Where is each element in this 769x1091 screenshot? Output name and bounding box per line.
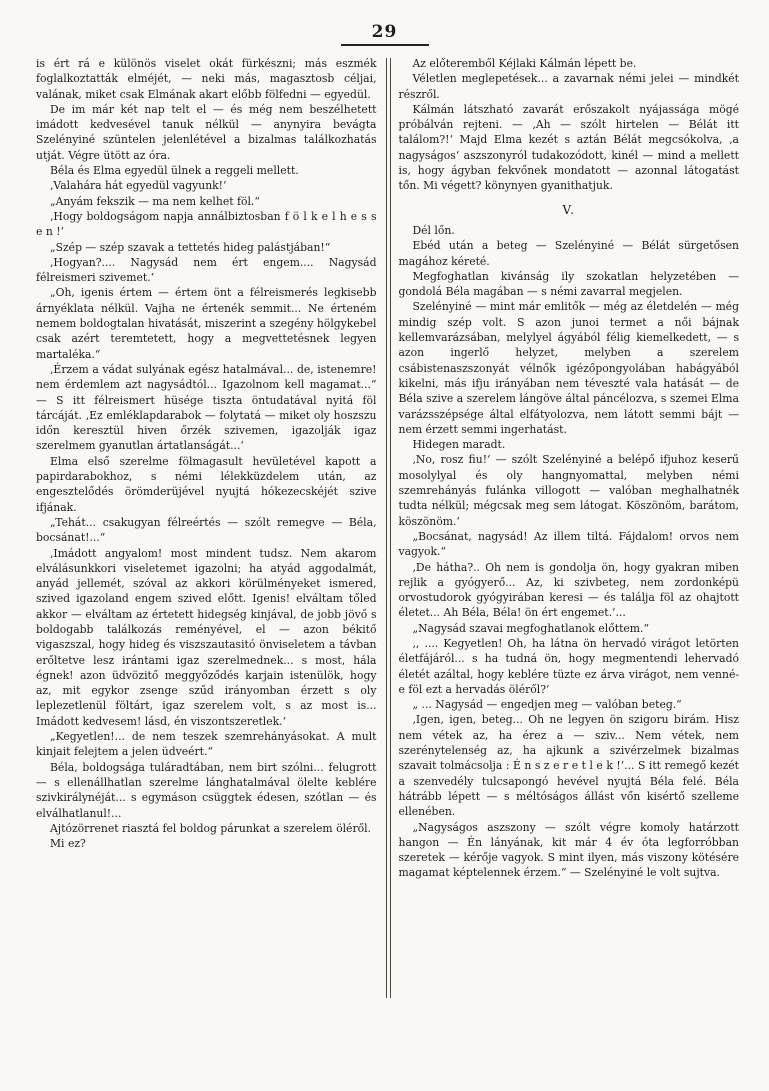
paragraph: „Anyám fekszik — ma nem kelhet föl.“ [50,194,260,208]
paragraph: Megfoghatlan kivánság ily szokatlan helyzetében — gondolá Béla magában — s némi zavarral megjelen. [398,269,739,299]
page-number: 29 [371,22,398,42]
paragraph: Ebéd után a beteg — Szelényiné — Bélát sürgetősen magához kéreté. [398,239,739,268]
paragraph: Béla és Elma egyedül ülnek a reggeli mellett. [50,164,299,178]
paragraph: „Bocsánat, nagysád! Az illem tiltá. Fájdalom! orvos nem vagyok.“ [398,529,739,559]
paragraph: Kálmán látszható zavarát erőszakolt nyájassága mögé próbálván rejteni. — ‚Ah — szólt hirtelen — Bélát itt találom?!‘ Majd Elma kezét s aztán Bélát megcsókolva, ‚a nagyságos‘ aszszonyról tudakozódott, kinél — mind a mellett is, hogy ágyban fekvőnek mondatott — azonnal látogatást tőn. Mi végett? könynyen gyanithatjuk. [398,102,739,193]
paragraph: ‚De hátha?.. Oh nem is gondolja ön, hogy gyakran miben rejlik a gyógyerő... Az, ki szivbeteg, nem zordonképü orvostudorok gyógyirában keresi — és találja föl az ohajtott életet... Ah Béla, Béla! ön ért engemet.‘... [398,560,739,620]
paragraph: ‚Hogy boldogságom napja annálbiztosban f ö l k e l h e s s e n !‘ [36,209,377,239]
paragraph: ‚Imádott angyalom! most mindent tudsz. Nem akarom elválásunkkori viseletemet igazolni; ha atyád aggodalmát, anyád jellemét, szóval az akkori körülményeket ismered, szived igazoland engem szived előtt. Igenis! elváltam tőled akkor — elváltam az értetett hidegség kinjával, de jobb jövő s boldogabb találkozás reményével, el — azon békitő vigaszszal, hogy hideg és viszszautasitó önviseletem a távban erőltetve lesz irántami igaz szerelmednek... s most, hála égnek! azon üdvözitő meggyőződés karjain istenülök, hogy az, mit egykor zsenge szűd irányomban érzett s oly leplezetlenül föltárt, igaz szerelem volt, s az most is... Imádott kedvesem! lásd, én viszontszeretlek.‘ [36,546,377,728]
paragraph: ‚Érzem a vádat sulyának egész hatalmával... de, istenemre! nem érdemlem azt nagysádtól... Igazolnom kell magamat...“ — S itt félreismert hüsége tiszta öntudatával nyitá föl tárcáját. ‚Ez emléklapdarabok — folytatá — miket oly hoszszu időn keresztül hiven őrzék szivemen, igazolják igaz szerelmem gyanutlan ártatlanságát...‘ [36,362,377,453]
paragraph: Az előteremből Kéjlaki Kálmán lépett be. [412,57,637,70]
paragraph: „ ... Nagysád — engedjen meg — valóban beteg.“ [412,698,682,712]
paragraph: Véletlen meglepetések... a zavarnak némi jelei — mindkét részről. [398,72,739,101]
paragraph: De im már két nap telt el — és még nem beszélhetett imádott kedvesével tanuk nélkül — anynyira bevágta Szelényiné szüntelen jelenlétével a bizalmas találkozhatás utját. Végre ütött az óra. [36,102,377,162]
column-divider [386,58,391,998]
paragraph: is ért rá e különös viselet okát fürkészni; más eszmék foglalkoztatták elméjét, — neki más, magasztosb céljai, valának, miket csak Elmának akart előbb fölfedni — egyedül. [36,57,377,101]
paragraph: „Oh, igenis értem — értem önt a félreismerés legkisebb árnyéklata nélkül. Vajha ne értenék semmit... Ne érteném nemem boldogtalan hivatását, miszerint a szegény hölgykebel csak azért teremtetett, hogy a megvettetésnek legyen martaléka.“ [36,286,377,361]
paragraph: Szelényiné — mint már emlitők — még az életdelén — még mindig szép volt. S azon junoi termet a női bájnak kellemvarázsában, melylyel ágyából félig kiemelkedett, — s azon ingerlő helyzet, melyben a szerelem csábistenaszszonyát vélnők igézőpongyolában habágyából kikelni, más ifju irányában nem téveszté vala hatását — de Béla szive a szerelem lángöve által páncélozva, s szemei Elma varázsszépsége által elfátyolozva, nem látott semmi bájt — nem érzett semmi ingerhatást. [398,300,739,436]
page-content [0,46,769,998]
paragraph: Béla, boldogsága tuláradtában, nem birt szólni... felugrott — s ellenállhatlan szerelme lánghatalmával ölelte keblére szivkirálynéját... s egymáson csüggtek édesen, szótlan — és elválhatlanul!... [36,760,377,820]
paragraph: Mi ez? [50,837,86,851]
page-header [0,0,769,46]
paragraph: Hidegen maradt. [412,438,506,452]
right-column [399,56,740,998]
paragraph: Ajtózörrenet riasztá fel boldog párunkat a szerelem öléről. [50,821,371,835]
section-heading: V. [562,202,575,217]
left-column [36,56,377,998]
paragraph: Elma első szerelme fölmagasult hevületével kapott a papirdarabokhoz, s némi lélekküzdelem után, az engesztelődés örömderüjével nyujtá hókezecskéjét szive ifjának. [36,454,377,514]
paragraph: „Nagysád szavai megfoghatlanok előttem.“ [412,621,649,635]
paragraph: „Szép — szép szavak a tettetés hideg palástjában!“ [50,240,331,254]
paragraph: „Nagyságos aszszony — szólt végre komoly határzott hangon — Én lányának, kit már 4 év óta legforróbban szeretek — kérője vagyok. S mint ilyen, más viszony kötésére magamat képtelennek érzem.“ — Szelényiné le volt sujtva. [398,820,739,880]
paragraph: ‚, .... Kegyetlen! Oh, ha látna ön hervadó virágot letörten életfájáról... s ha tudná ön, hogy megmentendi lehervadó életét azáltal, hogy keblére tüzte ez árva virágot, nem venné-e föl ezt a hervadás öléről?‘ [398,636,739,696]
paragraph: ‚No, rosz fiu!‘ — szólt Szelényiné a belépő ifjuhoz keserű mosolylyal és oly hangnyomattal, melyben némi szemrehányás fulánka villogott — valóban meghalhatnék tudta nélkül; mégcsak meg sem látogat. Köszönöm, barátom, köszönöm.‘ [398,453,739,528]
paragraph: ‚Valahára hát egyedül vagyunk!‘ [50,179,227,193]
paragraph: „Tehát... csakugyan félreértés — szólt remegve — Béla, bocsánat!...“ [36,515,377,545]
paragraph: ‚Hogyan?.... Nagysád nem ért engem.... Nagysád félreismeri szivemet.‘ [36,255,377,285]
paragraph: „Kegyetlen!... de nem teszek szemrehányásokat. A mult kinjait felejtem a jelen üdveért.“ [36,730,377,759]
paragraph: Dél lőn. [412,223,455,237]
paragraph: ‚Igen, igen, beteg... Oh ne legyen ön szigoru birám. Hisz nem vétek az, ha érez a — sziv... Nem vétek, nem szerénytelenség az, ha ajkunk a szivérzelmek bizalmas szavait tolmácsolja : É n s z e r e t l e k !‘... S itt remegő kezét a szenvedély tulcsapongó hevével nyujtá Béla felé. Béla hátrább lépett — s méltóságos állást vőn kisértő szelleme ellenében. [398,713,739,819]
